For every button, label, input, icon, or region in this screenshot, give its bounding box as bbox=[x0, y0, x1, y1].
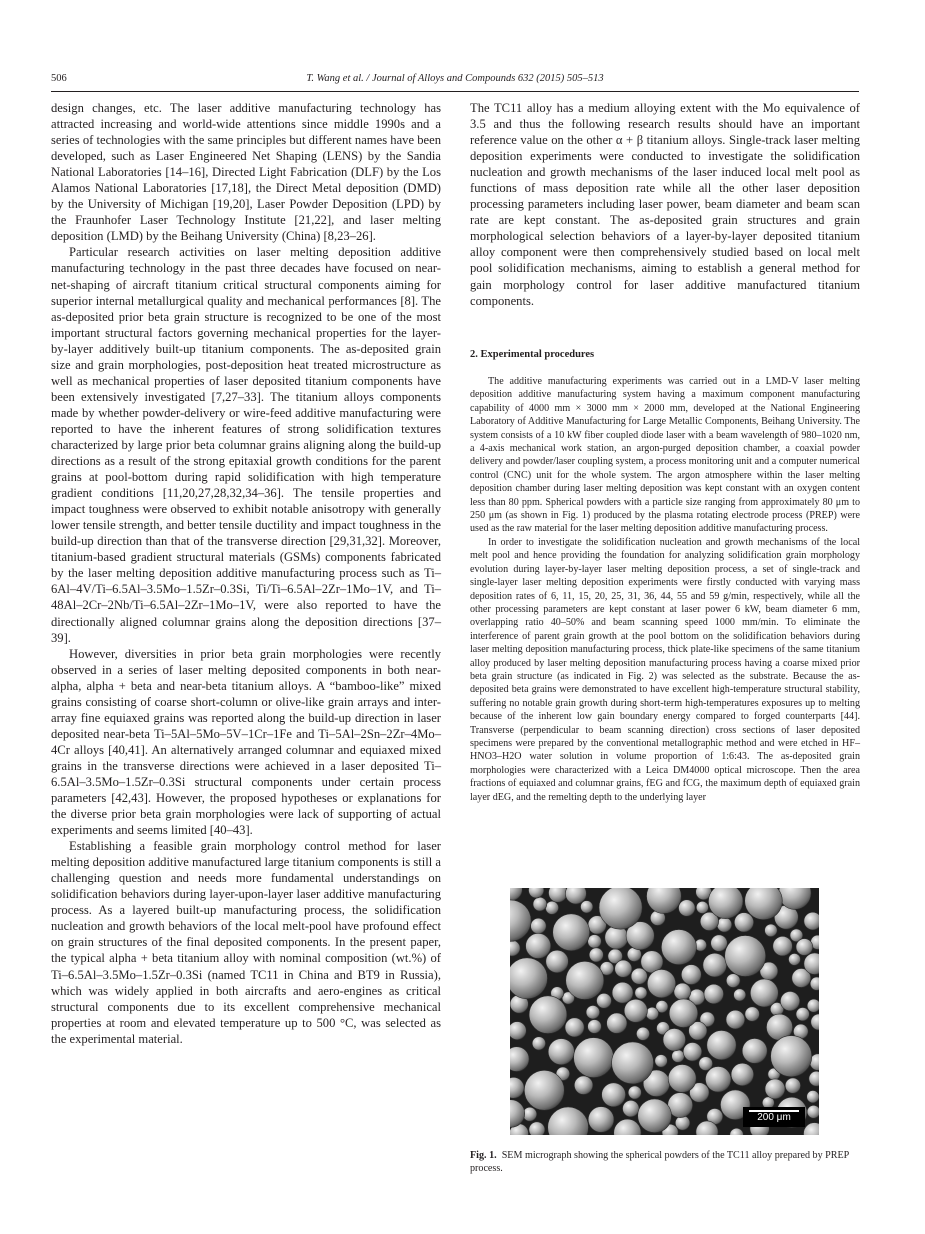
powder-particle bbox=[588, 1020, 602, 1034]
powder-particle bbox=[796, 939, 813, 956]
powder-particle bbox=[531, 918, 547, 934]
powder-particle bbox=[586, 1005, 600, 1019]
powder-particle bbox=[785, 1078, 800, 1093]
powder-particle bbox=[796, 1008, 809, 1021]
powder-particle bbox=[529, 996, 567, 1034]
powder-particle bbox=[807, 1105, 819, 1118]
sem-micrograph bbox=[510, 888, 819, 1135]
powder-particle bbox=[699, 1057, 713, 1071]
figure-caption-text: SEM micrograph showing the spherical powders of the TC11 alloy prepared by PREP process. bbox=[470, 1150, 849, 1175]
powder-particle bbox=[545, 901, 558, 914]
powder-particle bbox=[773, 936, 793, 956]
powder-particle bbox=[647, 969, 675, 997]
powder-particle bbox=[529, 1122, 545, 1135]
powder-particle bbox=[628, 1086, 641, 1099]
powder-particle bbox=[704, 984, 724, 1004]
powder-particle bbox=[663, 1028, 686, 1051]
paragraph: The additive manufacturing experiments was carried out in a LMD-V laser melting deposition additive manufacturing system having a maximum component manufacturing capability of 4000 mm × 3000 mm × 2000 mm, developed at the National Engineering Laboratory of Additive Manufacturing for Large Metallic Components, Beihang University. The system consists of a 10 kW fiber coupled diode laser with a beam wavelength of 980–1020 nm, a 4-axis mechanical work station, an argon-purged deposition chamber, a coaxial powder delivery and powder/laser coupling system, a process monitoring unit and a computer numerical control (CNC) unit for the whole system. The argon atmosphere within the laser melting deposition chamber during laser melting deposition was kept constant with an oxygen content less than 80 ppm. Spherical powders with a particle size ranging from approximately 80 μm to 250 μm (as shown in Fig. 1) produced by the plasma rotating electrode process (PREP) were used as the raw material for the laser melting deposition additive manufacturing process. bbox=[470, 376, 860, 535]
powder-particle bbox=[566, 961, 604, 999]
powder-particle bbox=[771, 1036, 812, 1077]
powder-particle bbox=[708, 888, 743, 919]
powder-particle bbox=[524, 1070, 564, 1110]
powder-particle bbox=[533, 897, 547, 911]
powder-particle bbox=[655, 1055, 668, 1068]
powder-particle bbox=[597, 993, 612, 1008]
paragraph: The TC11 alloy has a medium alloying extent with the Mo equivalence of 3.5 and thus the following research results should have an important reference value on the other α + β titanium alloys. Single-track laser melting deposition experiments were conducted to investigate the solidification nucleation and growth mechanisms of the laser induced local melt pool as functions of mass deposition rate while all the other laser deposition processing parameters including laser power, beam diameter and beam scan rate are kept constant. The as-deposited grain structures and grain morphological selection behaviors of a layer-by-layer deposited titanium alloy component were then comprehensively studied based on local melt pool solidification mechanisms, aiming to establish a general method for gain morphology control for laser additive manufactured titanium components. bbox=[470, 101, 860, 308]
powder-particle bbox=[574, 1038, 614, 1078]
powder-particle bbox=[726, 1010, 745, 1029]
powder-particle bbox=[705, 1067, 731, 1093]
scale-bar-label: 200 μm bbox=[757, 1112, 791, 1123]
powder-particle bbox=[636, 1027, 649, 1040]
powder-particle bbox=[588, 935, 602, 949]
powder-particle bbox=[615, 960, 632, 977]
powder-particle bbox=[765, 924, 778, 937]
powder-particle bbox=[510, 958, 548, 999]
figure-label: Fig. 1. bbox=[470, 1150, 497, 1161]
powder-particle bbox=[661, 930, 696, 965]
powder-particle bbox=[679, 900, 696, 917]
powder-particle bbox=[623, 1100, 640, 1117]
powder-particle bbox=[612, 982, 633, 1003]
powder-particle bbox=[612, 1042, 654, 1084]
powder-particle bbox=[745, 1007, 760, 1022]
powder-particle bbox=[717, 917, 732, 932]
section-heading: 2. Experimental procedures bbox=[470, 349, 595, 360]
paragraph: Establishing a feasible grain morphology control method for laser melting deposition additive manufactured large titanium components is still a challenging question and needs more fundamental understandings on solidification behaviors during layer-upon-layer laser additive manufacturing process. As a layered built-up manufacturing process, the solidification nucleation and growth behaviors of the local melt-pool have profound effect on grain structures of the final deposited components. In the present paper, the typical alpha + beta titanium alloy with nominal composition (wt.%) of Ti–6.5Al–3.5Mo–1.5Zr–0.3Si (named TC11 in China and BT9 in Russia), which was widely applied in both aircrafts and aero-engines as critical structural components due to its excellent comprehensive mechanical properties at room and elevated temperature up to 500 °C, was selected as the experimental material. bbox=[51, 839, 441, 1046]
powder-particle bbox=[674, 983, 691, 1000]
powder-particle bbox=[607, 1013, 627, 1033]
right-column-methods bbox=[470, 375, 860, 804]
powder-particle bbox=[707, 1030, 736, 1059]
powder-particle bbox=[750, 979, 778, 1007]
powder-particle bbox=[807, 999, 819, 1012]
powder-particle bbox=[526, 933, 551, 958]
powder-particle bbox=[683, 1043, 702, 1062]
powder-particle bbox=[726, 974, 740, 988]
powder-particle bbox=[696, 901, 708, 913]
right-column-intro bbox=[470, 100, 860, 309]
powder-particle bbox=[635, 987, 647, 999]
left-column bbox=[51, 100, 441, 1047]
page-number: 506 bbox=[51, 73, 67, 84]
powder-particle bbox=[804, 912, 819, 930]
powder-particle bbox=[599, 888, 642, 929]
figure-caption bbox=[470, 1149, 860, 1176]
powder-particle bbox=[681, 965, 701, 985]
powder-particle bbox=[553, 914, 590, 951]
powder-particle bbox=[624, 999, 647, 1022]
paragraph: In order to investigate the solidification nucleation and growth mechanisms of the local melt pool and hence providing the foundation for analyzing solidification grain morphology evolution during layer-by-layer laser melting deposition process, a set of single-track and single-layer laser melting deposition experiments were firstly conducted with varying mass deposition rates of 6, 11, 15, 20, 25, 31, 36, 44, 55 and 59 g/min, respectively, while all the other processing parameters are kept constant at laser power 6 kW, beam diameter 6 mm, overlapping ratio 40–50% and beam scanning speed 1000 mm/min. To eliminate the interference of parent grain growth at the pool bottom on the solidification behaviors during laser melting deposition manufacturing process, thick plate-like specimens of the same titanium alloy produced by laser melting deposition manufacturing process having a coarse mixed prior beta grain structure (as indicated in Fig. 2) was selected as the substrate. Because the as-deposited beta grains were demonstrated to have excellent high-temperature structural stability, suffering no notable grain growth during short-term high-temperatures exposures up to melting because of the inherent low gain boundary energy compared to forged counterparts [44]. Transverse (perpendicular to beam scanning direction) cross sections of laser deposited specimens were prepared by the conventional metallographic method and were etched in HF–HNO3–H2O water solution in volume proportion of 1:6:43. The as-deposited grain morphologies were characterized with a Leica DM4000 optical microscope. Then the area fractions of equiaxed and columnar grains, fEG and fCG, the maximum depth of equiaxed grain layer dEG, and the remelting depth to the underlying layer bbox=[470, 536, 860, 803]
powder-particle bbox=[725, 936, 766, 977]
powder-particle bbox=[669, 999, 698, 1028]
scale-bar bbox=[743, 1107, 805, 1127]
powder-particle bbox=[602, 1083, 626, 1107]
powder-particle bbox=[574, 1076, 593, 1095]
powder-particles-image bbox=[510, 888, 819, 1135]
powder-particle bbox=[548, 1039, 574, 1065]
powder-particle bbox=[638, 1099, 672, 1133]
paragraph: Particular research activities on laser melting deposition additive manufacturing technology in the past three decades have focused on near-net-shaping of aircraft titanium critical structural components aiming for superior internal metallurgical quality and mechanical performances [8]. The as-deposited prior beta grain structure is recognized to be one of the most important structural factors governing mechanical properties for the layer-by-layer additively built-up titanium components. The as-deposited grain size and grain morphologies, post-deposition heat treated microstructure as well as mechanical properties of laser deposited titanium components have been extensively investigated [7,27–33]. The titanium alloys components made by whether powder-delivery or wire-feed additive manufacturing were reported to have the inherent features of strong solidification textures characterized by large prior beta columnar grains aligning along the build-up directions as a result of the strong epitaxial growth conditions for the parent grains at pool-bottom during rapid solidification with high temperature gradient conditions [11,20,27,28,32,34–36]. The tensile properties and impact toughness were observed to exhibit notable anisotropy with generally lower tensile strength, and better tensile ductility and impact toughness in the build-up direction than that of the transverse direction [29,31,32]. Moreover, titanium-based gradient structural materials (GSMs) components fabricated by the laser melting deposition additive manufacturing process such as Ti–6Al–4V/Ti–6.5Al–3.5Mo–1.5Zr–0.3Si, Ti/Ti–6.5Al–2Zr–1Mo–1V, and Ti–48Al–2Cr–2Nb/Ti–6.5Al–2Zr–1Mo–1V, were also reported to have the directionally aligned columnar grains along the deposition directions [37–39]. bbox=[51, 245, 441, 645]
powder-particle bbox=[742, 1038, 767, 1063]
powder-particle bbox=[668, 1065, 696, 1093]
powder-particle bbox=[672, 1050, 685, 1063]
powder-particle bbox=[711, 935, 728, 952]
powder-particle bbox=[675, 1116, 690, 1131]
powder-particle bbox=[780, 991, 799, 1010]
powder-particle bbox=[734, 989, 746, 1001]
powder-particle bbox=[789, 953, 801, 965]
powder-particle bbox=[807, 1091, 819, 1103]
powder-particle bbox=[703, 953, 727, 977]
powder-particle bbox=[731, 1063, 754, 1086]
powder-particle bbox=[765, 1079, 785, 1099]
powder-particle bbox=[546, 950, 569, 973]
paragraph: However, diversities in prior beta grain morphologies were recently observed in a series of laser melting deposited components in both near-alpha, alpha + beta and near-beta titanium alloys. A “bamboo-like” mixed grains consisting of coarse short-column or olive-like grain arrays and inter-array fine equiaxed grains was reported along the build-up direction in laser deposited near-beta Ti–5Al–5Mo–5V–1Cr–1Fe and Ti–5Al–2Sn–2Zr–4Mo–4Cr alloys [40,41]. An alternatively arranged columnar and equiaxed mixed grains in the transverse directions were achieved in a laser deposited Ti–6.5Al–3.5Mo–1.5Zr–0.3Si structural components under certain process parameters [42,43]. However, the proposed hypotheses or explanations for the diverse prior beta grain morphologies were lack of supporting of actual experiments and seems limited [40–43]. bbox=[51, 646, 441, 838]
powder-particle bbox=[510, 1022, 526, 1040]
header-rule bbox=[51, 91, 859, 92]
running-head: T. Wang et al. / Journal of Alloys and Compounds 632 (2015) 505–513 bbox=[306, 73, 604, 84]
powder-particle bbox=[646, 1007, 659, 1020]
powder-particle bbox=[565, 1018, 584, 1037]
powder-particle bbox=[588, 1107, 614, 1133]
paragraph: design changes, etc. The laser additive manufacturing technology has attracted increasing and world-wide attentions since middle 1990s and a series of technologies with the same principles but different names have been developed, such as Laser Engineered Net Shaping (LENS) by the Sandia National Laboratories [14–16], Directed Light Fabrication (DLF) by the Los Alamos National Laboratories [17,18], the Direct Metal deposition (DMD) by the University of Michigan [19,20], Laser Powder Deposition (LPD) by the Fraunhofer Laser Technology Institute [21,22], and laser melting deposition (LMD) by the Beihang University (China) [8,23–26]. bbox=[51, 101, 441, 244]
powder-particle bbox=[734, 913, 753, 932]
powder-particle bbox=[532, 1037, 545, 1050]
page-header bbox=[51, 73, 859, 89]
powder-particle bbox=[581, 901, 593, 913]
powder-particle bbox=[589, 948, 603, 962]
powder-particle bbox=[605, 926, 628, 949]
